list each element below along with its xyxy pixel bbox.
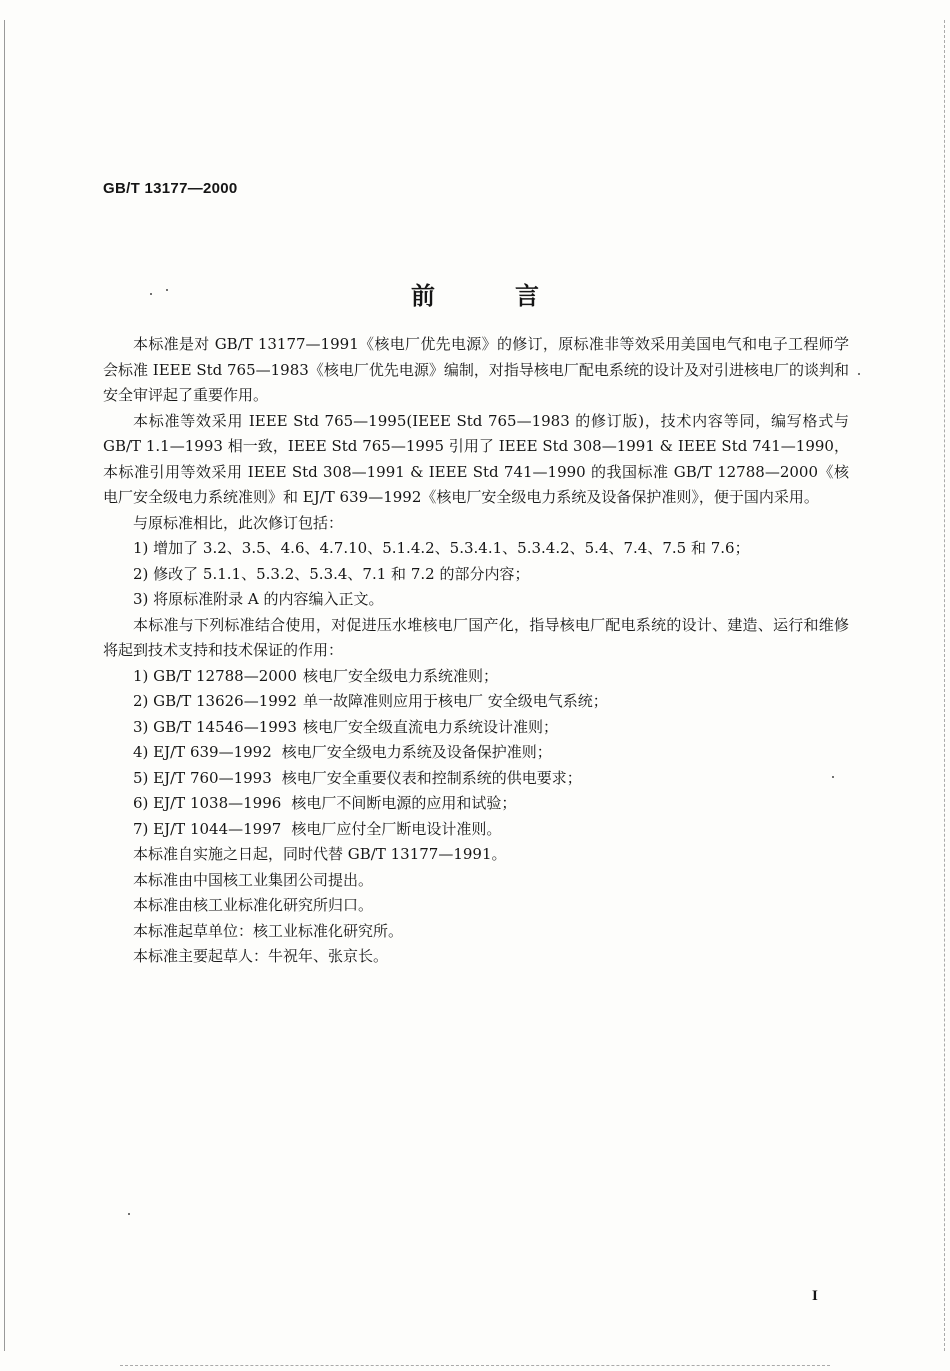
page-number: I (812, 1288, 818, 1304)
standard-code: 2) GB/T 13626—1992 (133, 692, 297, 710)
standard-code: 1) GB/T 12788—2000 (133, 666, 297, 685)
scan-edge-bottom (120, 1365, 830, 1366)
document-code: GB/T 13177—2000 (103, 180, 238, 197)
closing-line: 本标准自实施之日起，同时代替 GB/T 13177—1991。 (133, 845, 507, 863)
paragraph-1: 本标准是对 GB/T 13177—1991《核电厂优先电源》的修订，原标准非等效采用美国电气和电子工程师学会标准 IEEE Std 765—1983《核电厂优先电源》编制，对指导核电厂配电系统的设计及对引进核电厂的谈判和安全审评起了重要作用。 (103, 335, 849, 404)
scan-edge-right (944, 20, 945, 1351)
list-item (103, 689, 849, 715)
standard-name: 核电厂安全级电力系统及设备保护准则； (281, 743, 552, 761)
document-body (103, 332, 849, 970)
standard-name: 核电厂安全级直流电力系统设计准则； (303, 717, 559, 736)
standard-code: 3) GB/T 14546—1993 (133, 717, 297, 736)
related-standards-list (103, 664, 849, 843)
standard-name: 核电厂应付全厂断电设计准则。 (291, 819, 502, 838)
scan-speck (128, 1213, 130, 1215)
scan-edge-left (4, 20, 5, 1351)
standard-name: 单一故障准则应用于核电厂 安全级电气系统； (303, 692, 608, 710)
usage-intro: 本标准与下列标准结合使用，对促进压水堆核电厂国产化，指导核电厂配电系统的设计、建造、运行和维修将起到技术支持和技术保证的作用： (103, 615, 849, 659)
standard-name: 核电厂不间断电源的应用和试验； (291, 794, 517, 812)
paragraph-2: 本标准等效采用 IEEE Std 765—1995(IEEE Std 765—1983 的修订版)，技术内容等同，编写格式与 GB/T 1.1—1993 相一致，IEEE Std 765—1995 引用了 IEEE Std 308—1991 & IEEE Std 741—1990，本标准引用等效采用 IEEE Std 308—1991 & IEEE Std 741—1990 的我国标准 GB/T 12788—2000《核电厂安全级电力系统准则》和 EJ/T 639—1992《核电厂安全级电力系统及设备保护准则》，便于国内采用。 (103, 411, 849, 506)
closing-line: 本标准起草单位：核工业标准化研究所。 (133, 921, 404, 940)
list-item (103, 766, 849, 792)
standard-code: 5) EJ/T 760—1993 (133, 768, 272, 787)
list-item (103, 664, 849, 690)
revision-list (103, 536, 849, 613)
list-item (103, 791, 849, 817)
closing-line: 本标准主要起草人：牛祝年、张京长。 (133, 947, 389, 965)
page-title: 前言 (411, 281, 619, 310)
standard-code: 6) EJ/T 1038—1996 (133, 794, 282, 812)
list-item: 3) 将原标准附录 A 的内容编入正文。 (133, 590, 384, 608)
closing-line: 本标准由核工业标准化研究所归口。 (133, 896, 374, 914)
list-item: 1) 增加了 3.2、3.5、4.6、4.7.10、5.1.4.2、5.3.4.1、5.3.4.2、5.4、7.4、7.5 和 7.6； (133, 539, 750, 557)
closing-line: 本标准由中国核工业集团公司提出。 (133, 870, 374, 889)
list-item (103, 740, 849, 766)
list-item (103, 817, 849, 843)
scan-speck (858, 373, 860, 375)
list-item: 2) 修改了 5.1.1、5.3.2、5.3.4、7.1 和 7.2 的部分内容； (133, 564, 530, 583)
standard-name: 核电厂安全级电力系统准则； (303, 666, 499, 685)
standard-name: 核电厂安全重要仪表和控制系统的供电要求； (281, 768, 582, 787)
list-item (103, 715, 849, 741)
standard-code: 4) EJ/T 639—1992 (133, 743, 272, 761)
revision-intro: 与原标准相比，此次修订包括： (133, 513, 344, 532)
standard-code: 7) EJ/T 1044—1997 (133, 819, 282, 838)
